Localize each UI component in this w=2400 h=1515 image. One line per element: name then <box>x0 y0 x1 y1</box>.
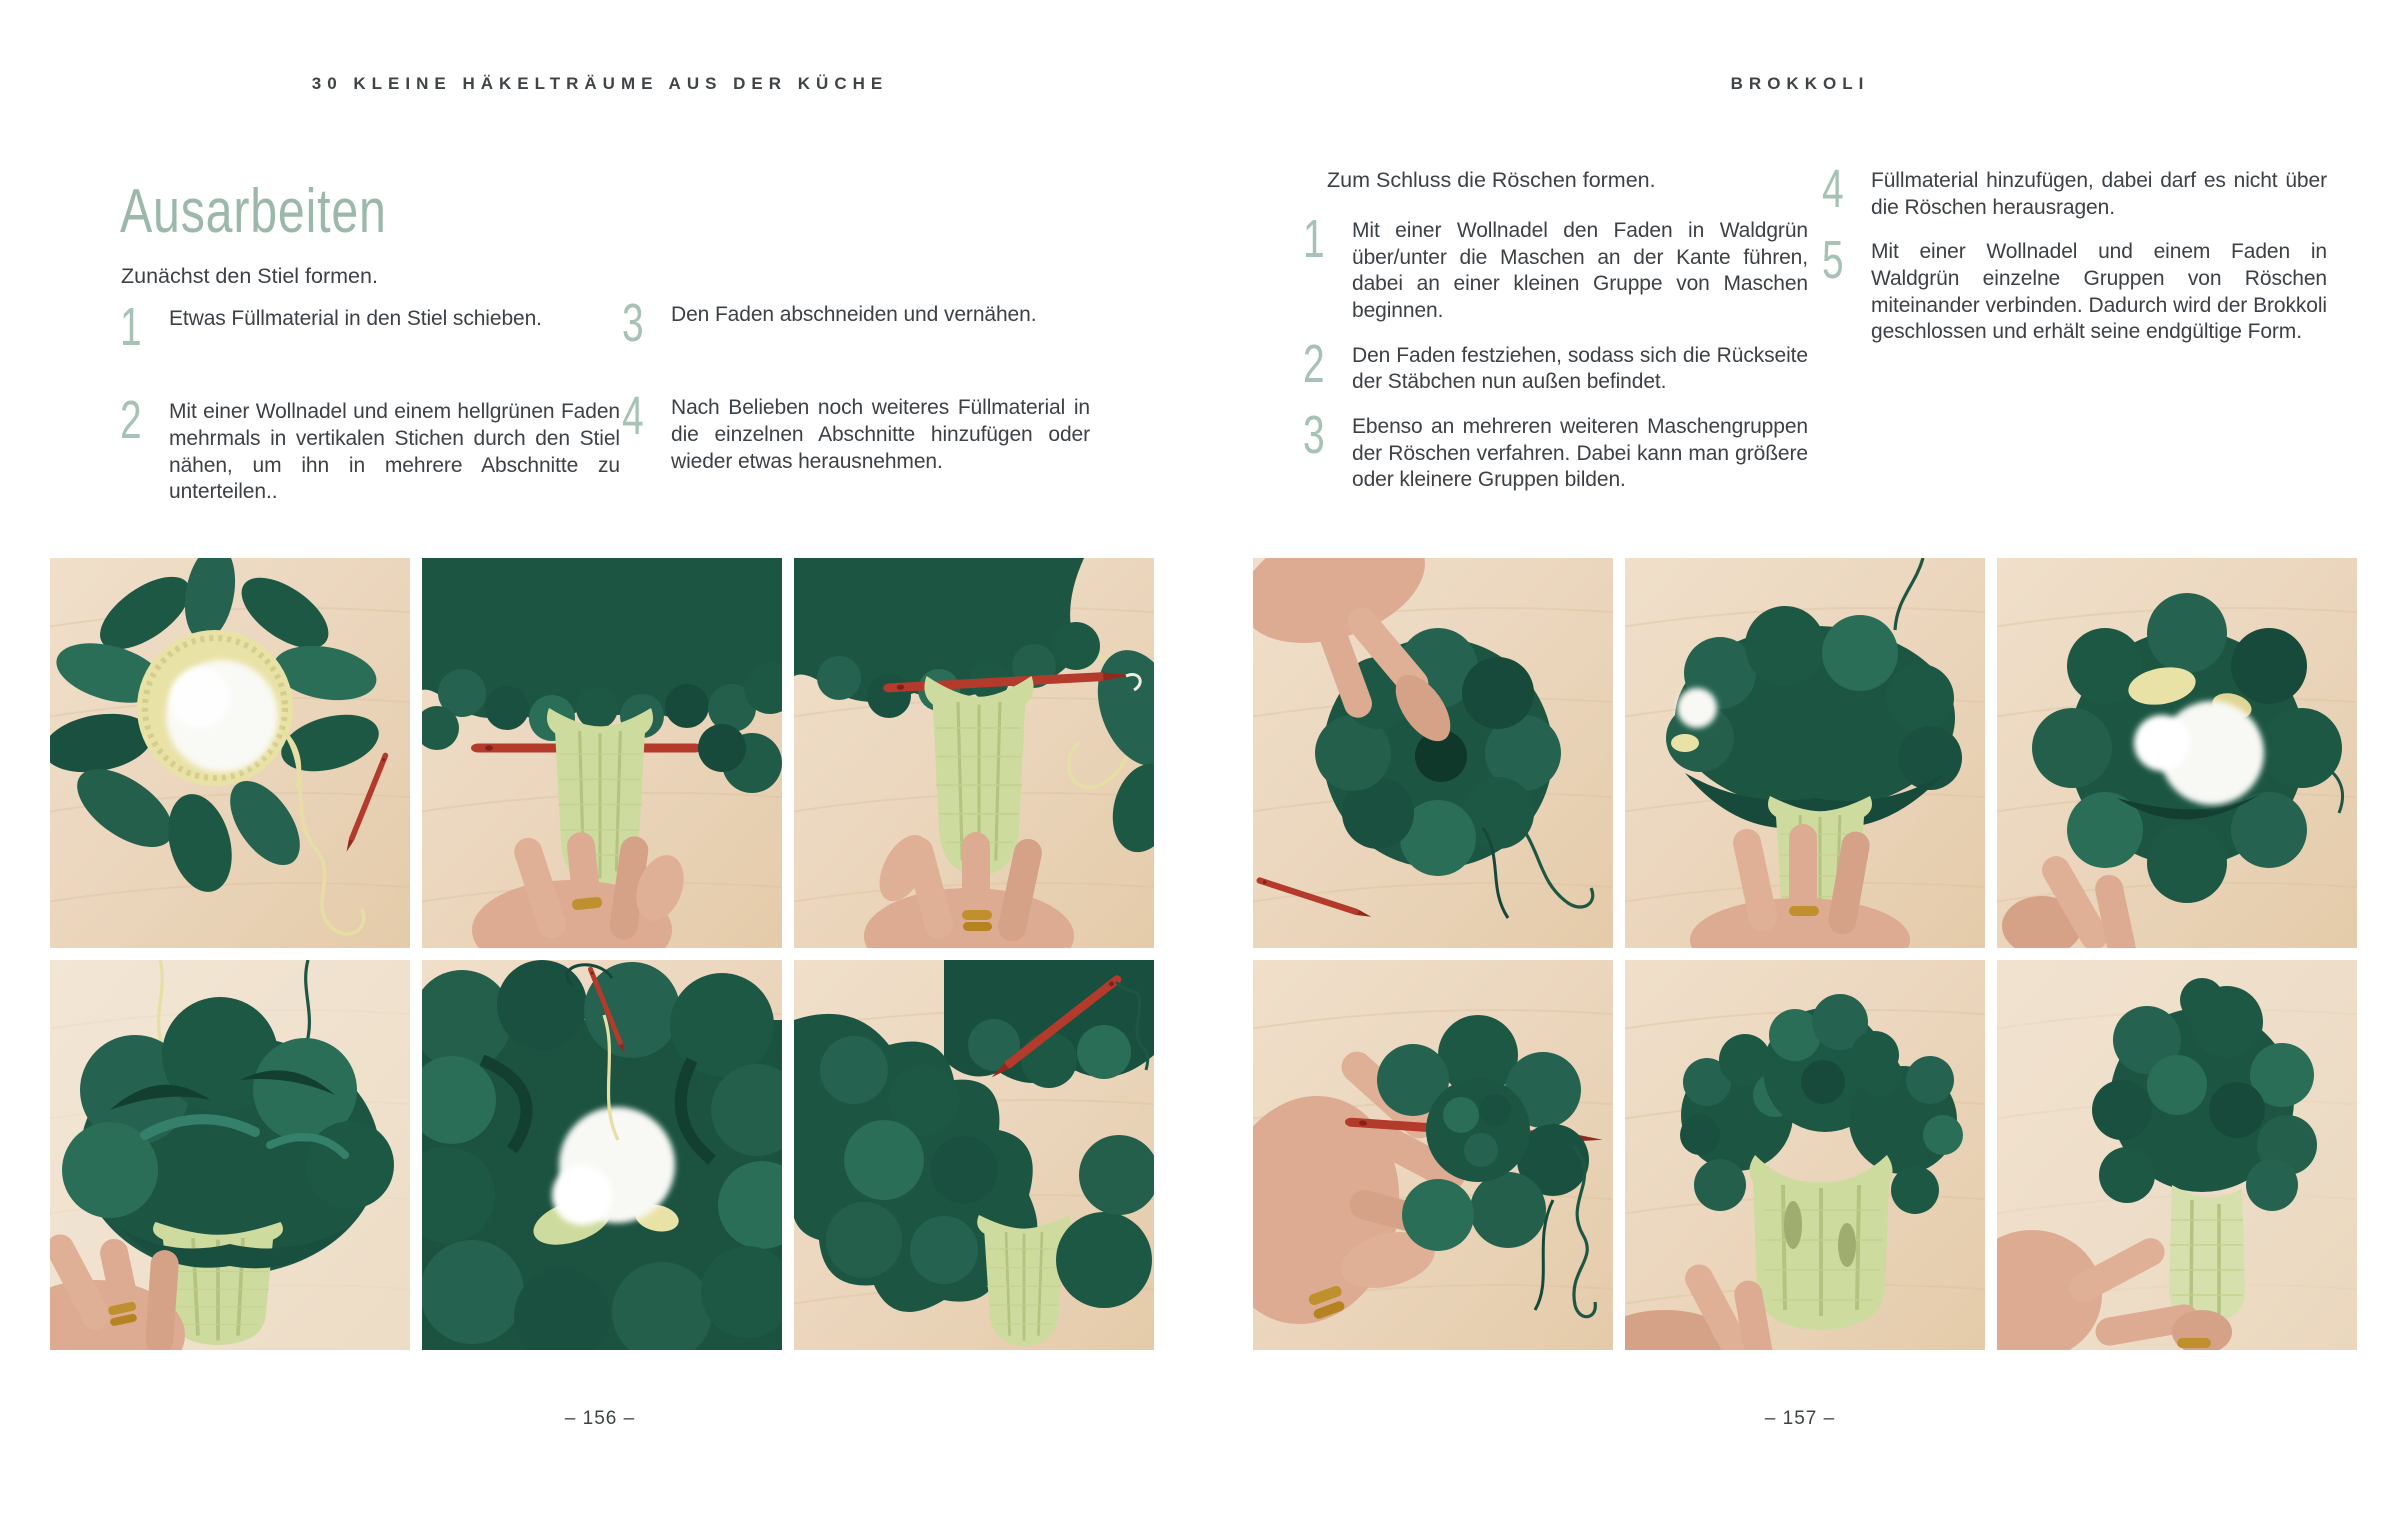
step-item <box>1822 230 2327 346</box>
intro-left: Zunächst den Stiel formen. <box>121 264 378 288</box>
step-text: Den Faden abschneiden und vernähen. <box>671 303 1037 326</box>
step-photo <box>1253 960 1613 1350</box>
running-head-right: BROKKOLI <box>1730 74 1870 93</box>
step-item <box>1822 159 2327 221</box>
steps-column-right-1 <box>1303 209 1808 512</box>
step-number: 4 <box>1822 159 1844 219</box>
step-photo <box>1997 558 2357 948</box>
page-number-right: – 157 – <box>1764 1408 1836 1429</box>
step-item <box>1303 333 1808 396</box>
step-photo <box>1997 960 2357 1350</box>
step-photo <box>1625 960 1985 1350</box>
step-item <box>1303 404 1808 494</box>
step-photo <box>1625 558 1985 948</box>
step-text: Mit einer Wollnadel und einem hellgrünen Faden mehrmals in vertikalen Stichen durch den Stiel nähen, um ihn in mehrere Abschnitte zu unterteilen.. <box>169 400 620 504</box>
steps-column-left-1 <box>120 297 620 556</box>
step-text: Den Faden festziehen, sodass sich die Rückseite der Stäbchen nun außen befindet. <box>1352 343 1808 394</box>
step-item <box>120 297 620 357</box>
photo-grid-left <box>50 558 1154 1350</box>
page-number-left: – 156 – <box>564 1408 636 1429</box>
running-head-left: 30 KLEINE HÄKELTRÄUME AUS DER KÜCHE <box>311 74 889 93</box>
step-number: 1 <box>120 297 142 357</box>
step-number: 3 <box>1303 404 1325 465</box>
step-number: 2 <box>120 390 142 451</box>
steps-column-right-2 <box>1822 159 2327 364</box>
page-right <box>1200 0 2400 1515</box>
step-item <box>120 390 620 506</box>
step-text: Nach Belieben noch weiteres Füllmaterial in die einzelnen Abschnitte hinzufügen oder wieder etwas herausnehmen. <box>671 396 1090 473</box>
step-text: Mit einer Wollnadel und einem Faden in Waldgrün einzelne Gruppen von Röschen miteinander verbinden. Dadurch wird der Brokkoli geschlossen und erhält seine endgültige Form. <box>1871 240 2327 344</box>
step-number: 1 <box>1303 209 1325 269</box>
step-number: 3 <box>622 293 644 353</box>
step-text: Mit einer Wollnadel den Faden in Waldgrün über/unter die Maschen an der Kante führen, dabei an einer kleinen Gruppe von Maschen beginnen. <box>1352 219 1808 322</box>
step-item <box>1303 209 1808 325</box>
section-title: Ausarbeiten <box>120 177 387 246</box>
step-number: 4 <box>622 386 644 447</box>
step-photo <box>50 960 410 1350</box>
step-photo <box>794 960 1154 1350</box>
step-text: Füllmaterial hinzufügen, dabei darf es nicht über die Röschen herausragen. <box>1871 169 2327 219</box>
step-photo <box>422 960 782 1350</box>
intro-right: Zum Schluss die Röschen formen. <box>1327 168 1656 192</box>
step-photo <box>1253 558 1613 948</box>
photo-grid-right <box>1253 558 2357 1350</box>
step-item <box>622 386 1090 475</box>
step-number: 2 <box>1303 333 1325 394</box>
step-text: Ebenso an mehreren weiteren Maschengruppen der Röschen verfahren. Dabei kann man größere oder kleinere Gruppen bilden. <box>1352 414 1808 492</box>
step-photo <box>422 558 782 948</box>
step-text: Etwas Füllmaterial in den Stiel schieben. <box>169 307 542 330</box>
steps-column-left-2 <box>622 293 1090 525</box>
step-photo <box>794 558 1154 948</box>
step-photo <box>50 558 410 948</box>
step-number: 5 <box>1822 230 1844 291</box>
step-item <box>622 293 1090 353</box>
